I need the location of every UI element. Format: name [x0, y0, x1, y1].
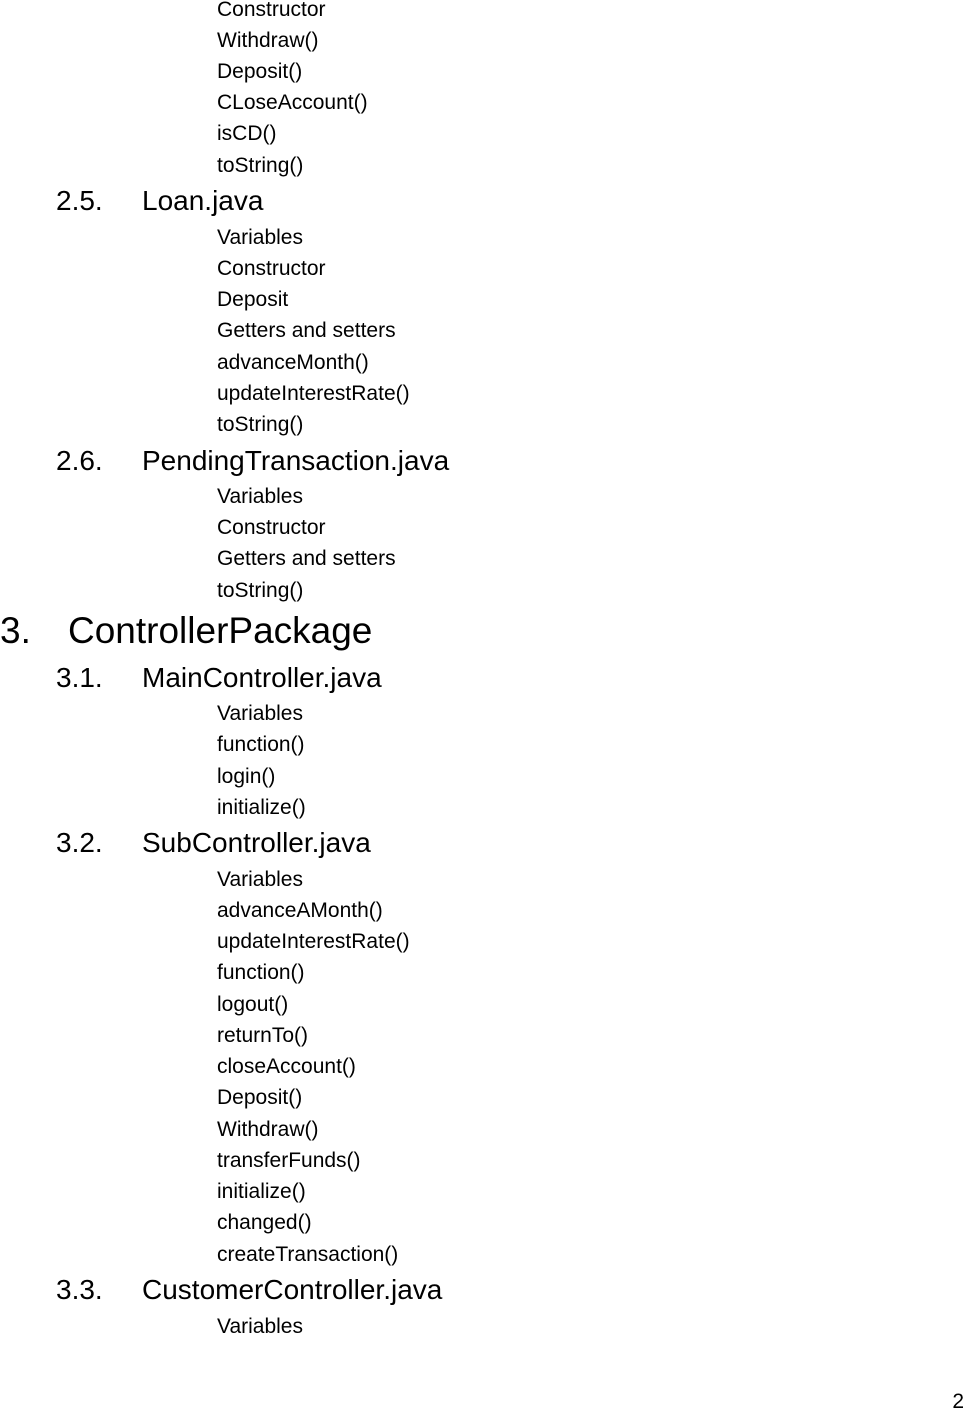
toc-title: MainController.java: [142, 662, 382, 693]
toc-title: Constructor: [217, 257, 326, 280]
toc-title: Variables: [217, 1315, 303, 1338]
toc-title: changed(): [217, 1211, 312, 1234]
toc-title: advanceAMonth(): [217, 899, 383, 922]
toc-title: Constructor: [217, 0, 326, 21]
toc-title: PendingTransaction.java: [142, 445, 450, 476]
toc-title: Variables: [217, 868, 303, 891]
toc-title: CustomerController.java: [142, 1274, 443, 1305]
toc-title: CLoseAccount(): [217, 91, 368, 114]
toc-title: isCD(): [217, 122, 277, 145]
toc-title: Withdraw(): [217, 29, 319, 52]
toc-title: Deposit: [217, 288, 289, 311]
toc-number: 2.5.: [56, 185, 103, 216]
toc-title: Variables: [217, 226, 303, 249]
page-number: 2: [952, 1390, 964, 1413]
toc-title: advanceMonth(): [217, 351, 369, 374]
toc-title: closeAccount(): [217, 1055, 356, 1078]
toc-title: toString(): [217, 413, 304, 436]
toc-title: logout(): [217, 993, 289, 1016]
toc-title: toString(): [217, 154, 304, 177]
toc-title: function(): [217, 961, 305, 984]
toc-number: 2.6.: [56, 445, 103, 476]
toc-title: ControllerPackage: [68, 610, 373, 651]
toc-title: function(): [217, 733, 305, 756]
toc-title: toString(): [217, 579, 304, 602]
toc-title: createTransaction(): [217, 1243, 399, 1266]
toc-title: login(): [217, 765, 276, 788]
toc-title: initialize(): [217, 796, 306, 819]
toc-title: Getters and setters: [217, 547, 396, 570]
toc-number: 3.: [0, 610, 31, 651]
toc-title: SubController.java: [142, 827, 371, 858]
toc-title: Deposit(): [217, 60, 303, 83]
toc-title: Deposit(): [217, 1086, 303, 1109]
toc-number: 3.1.: [56, 662, 103, 693]
toc-title: updateInterestRate(): [217, 930, 410, 953]
toc-title: Getters and setters: [217, 319, 396, 342]
toc-title: returnTo(): [217, 1024, 309, 1047]
toc-title: updateInterestRate(): [217, 382, 410, 405]
toc-title: Constructor: [217, 516, 326, 539]
toc-number: 3.3.: [56, 1274, 103, 1305]
toc-title: Withdraw(): [217, 1118, 319, 1141]
toc-title: transferFunds(): [217, 1149, 361, 1172]
toc-title: Variables: [217, 485, 303, 508]
toc-title: Variables: [217, 702, 303, 725]
toc-number: 3.2.: [56, 827, 103, 858]
toc-title: initialize(): [217, 1180, 306, 1203]
toc-title: Loan.java: [142, 185, 264, 216]
